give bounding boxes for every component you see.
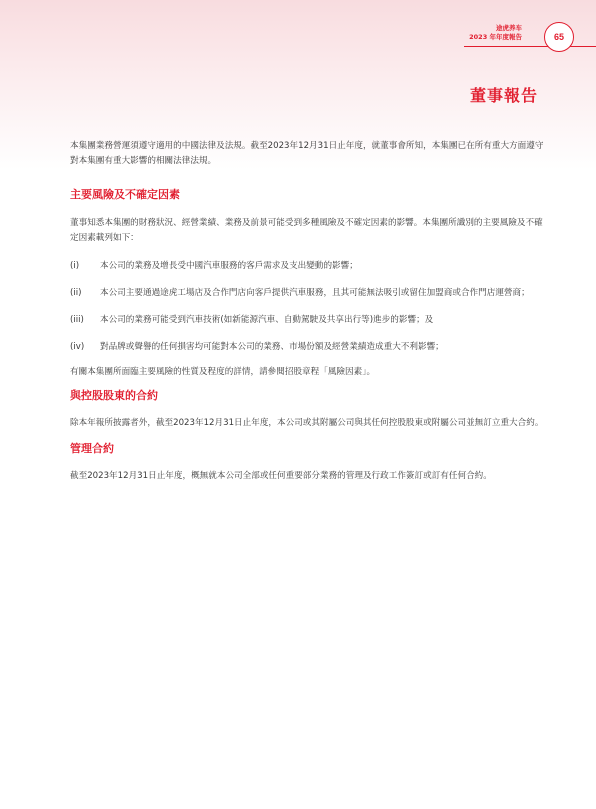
list-item: [70, 286, 546, 301]
report-name: 2023 年年度報告: [469, 33, 522, 41]
list-item-number: (iv): [70, 342, 85, 352]
risks-outro-paragraph: 有關本集團所面臨主要風險的性質及程度的詳情，請參閱招股章程「風險因素」。: [70, 367, 376, 377]
list-item: [70, 313, 546, 328]
list-item-text: 本公司的業務及增長受中國汽車服務的客戶需求及支出變動的影響；: [100, 261, 358, 271]
list-item-text: 對品牌或聲譽的任何損害均可能對本公司的業務、市場份額及經營業績造成重大不利影響；: [100, 342, 444, 352]
section-heading-management-contracts: 管理合約: [70, 442, 114, 455]
list-item-text: 本公司的業務可能受到汽車技術(如新能源汽車、自動駕駛及共享出行等)進步的影響；及: [100, 315, 434, 325]
intro-paragraph: 本集團業務營運須遵守適用的中國法律及法規。截至2023年12月31日止年度，就董事會所知，本集團已在所有重大方面遵守對本集團有重大影響的相關法律法規。: [70, 141, 544, 166]
list-item-number: (iii): [70, 315, 84, 325]
list-item-text: 本公司主要通過途虎工場店及合作門店向客戶提供汽車服務，且其可能無法吸引或留住加盟商或合作門店運營商；: [100, 288, 530, 298]
section-heading-controlling-shareholders: 與控股股東的合約: [70, 389, 158, 402]
document-body: [70, 139, 546, 484]
controlling-paragraph: 除本年報所披露者外，截至2023年12月31日止年度，本公司或其附屬公司與其任何控股股東或附屬公司並無訂立重大合約。: [70, 418, 544, 428]
brand-name: 途虎养车: [496, 24, 522, 32]
section-heading-risks: 主要風險及不確定因素: [70, 188, 180, 201]
list-item: [70, 340, 546, 355]
risks-intro-paragraph: 董事知悉本集團的財務狀況、經營業績、業務及前景可能受到多種風險及不確定因素的影響。本集團所識別的主要風險及不確定因素載列如下：: [70, 218, 543, 243]
brand-block: [469, 24, 522, 42]
page-title: 董事報告: [469, 86, 538, 105]
header-rule: [464, 46, 596, 47]
list-item-number: (i): [70, 261, 80, 271]
page-number: 65: [553, 32, 564, 42]
management-paragraph: 截至2023年12月31日止年度，概無就本公司全部或任何重要部分業務的管理及行政工作簽訂或訂有任何合約。: [70, 471, 492, 481]
list-item: [70, 259, 546, 274]
page-number-badge: [544, 22, 574, 52]
list-item-number: (ii): [70, 288, 82, 298]
